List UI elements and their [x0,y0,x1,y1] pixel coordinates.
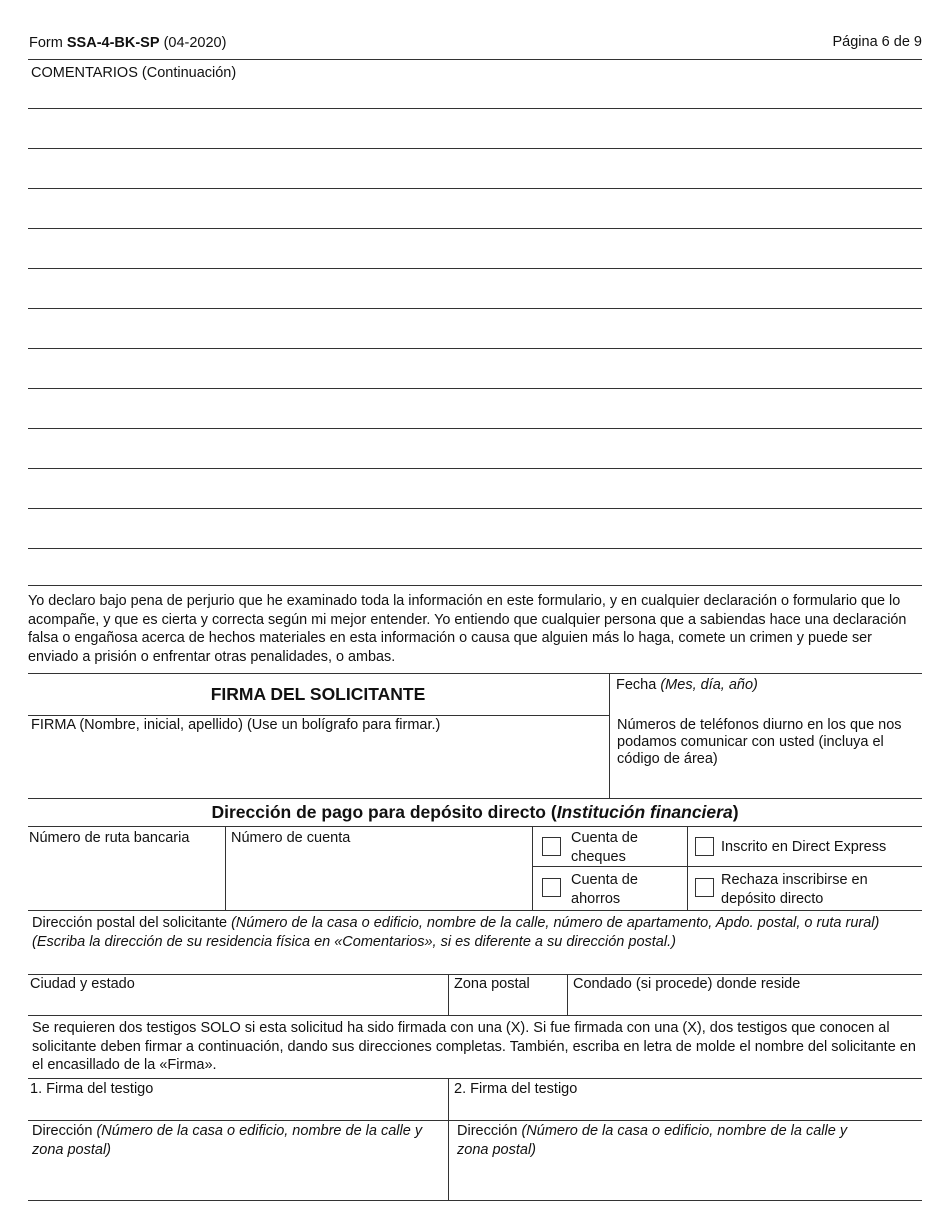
comment-line [28,388,922,389]
rule [28,910,922,911]
comment-line [28,188,922,189]
city-state-field[interactable] [29,994,446,1014]
rule [448,1078,449,1200]
page-number: Página 6 de 9 [832,34,922,50]
signature-field[interactable] [29,735,607,797]
rule [28,1200,922,1201]
county-field[interactable] [569,994,921,1014]
comment-line [28,428,922,429]
mailing-hint: (Número de la casa o edificio, nombre de la calle, número de apartamento, Apdo. postal, o ruta rural) (Escriba la dirección de su residencia física en «Comentarios», si es diferente a su dirección postal.) [32,915,880,950]
firma-label: FIRMA (Nombre, inicial, apellido) (Use un bolígrafo para firmar.) [31,717,441,733]
mailing-address-field[interactable] [29,952,921,972]
rule [28,798,922,799]
declaration-text: Yo declaro bajo pena de perjurio que he examinado toda la información en este formulario, y en cualquier declaración o formulario que lo acompañe, y que es cierta y correcta según mi mejor entender. Yo entiendo que cualquier persona que a sabiendas hace una declaración falsa o engañosa acerca de hechos materiales en esta información o causa que alguien más lo haga, comete un crimen y puede ser enviado a prisión o enfrentar otras penalidades, o ambas. [28,593,907,665]
comment-line [28,348,922,349]
comment-line [28,308,922,309]
witness1-address-field[interactable] [29,1162,446,1198]
comment-line [28,148,922,149]
routing-label: Número de ruta bancaria [29,830,190,846]
rule [28,1015,922,1016]
rule [687,826,688,910]
witness-instructions: Se requieren dos testigos SOLO si esta solicitud ha sido firmada con una (X). Si fue firmada con una (X), dos testigos que conocen al solicitante deben firmar a continuación, dando sus direcciones completas. También, escriba en letra de molde el nombre del solicitante en el encasillado de la «Firma». [32,1020,916,1073]
direct-express-checkbox[interactable] [695,837,714,856]
date-field[interactable] [610,694,922,714]
county-label: Condado (si procede) donde reside [573,976,801,992]
comments-bottom-rule [28,585,922,586]
decline-direct-deposit-label: Rechaza inscribirse en depósito directo [721,872,868,907]
witness2-address-text: Dirección [457,1123,518,1139]
comment-line [28,468,922,469]
mailing-label-text: Dirección postal del solicitante [32,915,228,931]
comment-line [28,108,922,109]
rule [28,1078,922,1079]
date-label [616,676,758,694]
rule [532,826,533,910]
rule [28,1120,922,1121]
witness1-signature-label: 1. Firma del testigo [30,1081,154,1097]
dd-heading-end: ) [732,802,739,822]
zip-label: Zona postal [454,976,530,992]
routing-number-field[interactable] [29,848,223,908]
witness2-address-hint: (Número de la casa o edificio, nombre de la calle y zona postal) [457,1123,848,1158]
rule [567,974,568,1015]
account-number-field[interactable] [231,848,529,908]
dd-heading-start: Dirección de pago para depósito directo ( [211,802,557,822]
savings-label: Cuenta de ahorros [571,872,638,907]
checking-label: Cuenta de cheques [571,830,638,865]
comments-area[interactable] [0,0,950,600]
witness1-signature-field[interactable] [29,1099,446,1119]
direct-deposit-heading [28,801,922,823]
rule [448,974,449,1015]
rule [28,826,922,827]
city-state-label: Ciudad y estado [30,976,135,992]
comments-title: COMENTARIOS (Continuación) [31,65,237,81]
witness2-address-label [457,1122,867,1159]
form-number: SSA-4-BK-SP [66,35,160,51]
witness1-address-label [32,1122,442,1159]
form-prefix: Form [29,35,63,51]
witness2-address-field[interactable] [450,1162,921,1198]
decline-direct-deposit-checkbox[interactable] [695,878,714,897]
rule [532,866,922,867]
dd-heading-italic: Institución financiera [556,802,733,822]
witness1-address-hint: (Número de la casa o edificio, nombre de la calle y zona postal) [32,1123,423,1158]
signature-heading: FIRMA DEL SOLICITANTE [210,684,426,704]
account-label: Número de cuenta [231,830,351,846]
rule [28,673,922,674]
comment-line [28,268,922,269]
savings-checkbox[interactable] [542,878,561,897]
direct-express-label: Inscrito en Direct Express [721,839,887,855]
checking-checkbox[interactable] [542,837,561,856]
rule [609,673,610,798]
witness1-address-text: Dirección [32,1123,93,1139]
comment-line [28,548,922,549]
date-hint: (Mes, día, año) [660,677,758,693]
mailing-address-label [32,914,922,951]
date-label-text: Fecha [616,677,657,693]
witness2-signature-field[interactable] [450,1099,921,1119]
form-date: (04-2020) [163,35,227,51]
comment-line [28,508,922,509]
phone-field[interactable] [611,770,921,797]
phone-label: Números de teléfonos diurno en los que nos podamos comunicar con usted (incluya el código de área) [617,717,902,767]
witness2-signature-label: 2. Firma del testigo [454,1081,578,1097]
zip-field[interactable] [450,994,565,1014]
comment-line [28,228,922,229]
rule [225,826,226,910]
